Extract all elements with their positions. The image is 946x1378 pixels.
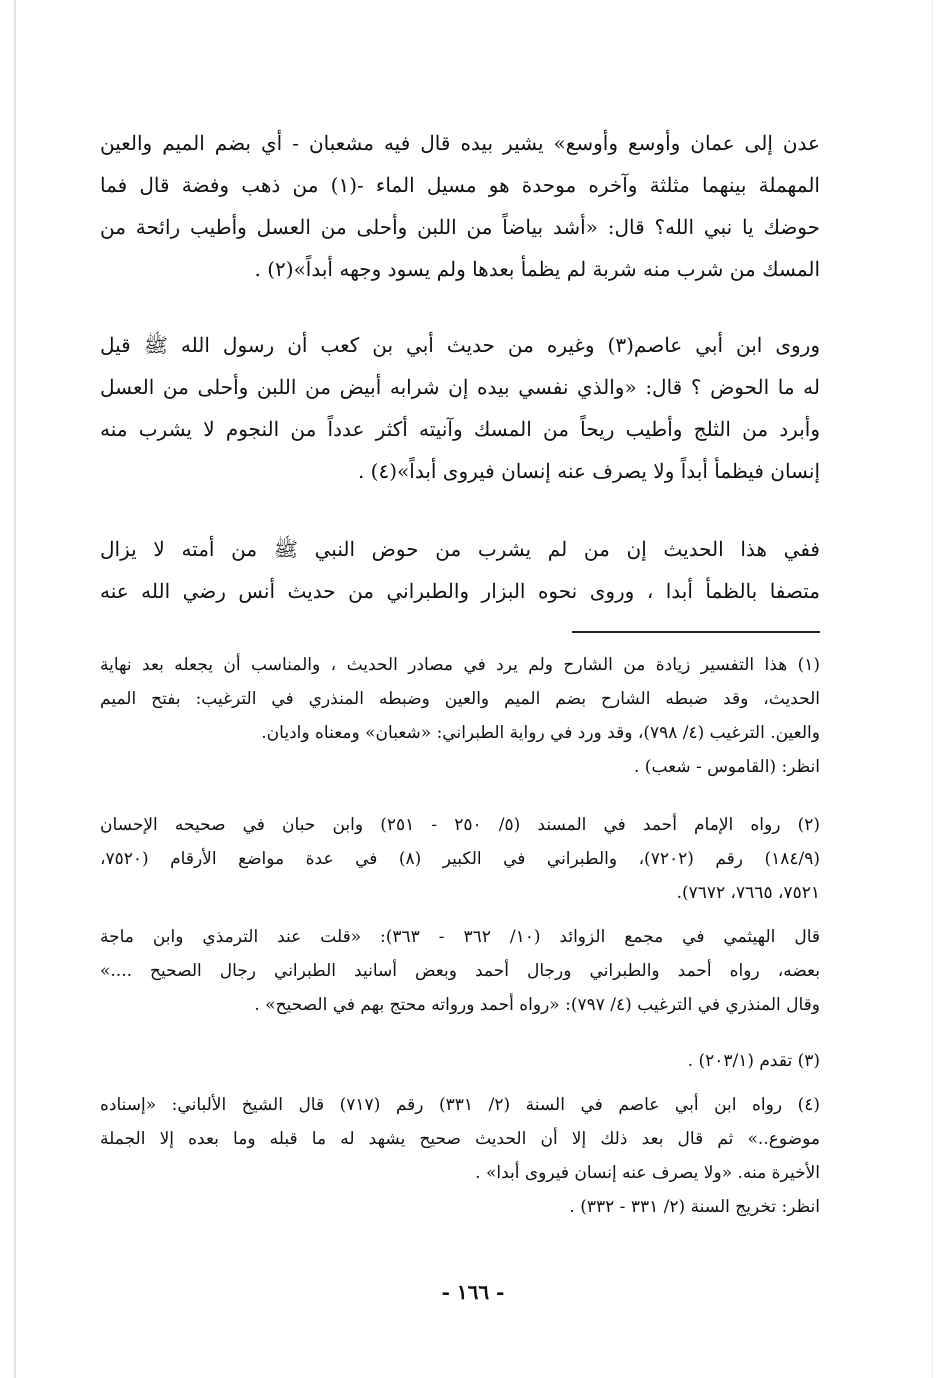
paragraph-2-line: إنسان فيظمأ أبداً ولا يصرف عنه إنسان فيروى أبداً»(٤) . xyxy=(357,459,820,483)
paragraph-2-line: له ما الحوض ؟ قال: «والذي نفسي بيده إن شرابه أبيض من اللبن وأحلى من العسل xyxy=(100,375,820,399)
footnote-2 xyxy=(100,808,820,1022)
footnote-2-line: (٢) رواه الإمام أحمد في المسند (٥/ ٢٥٠ - ٢٥١) وابن حبان في صحيحه الإحسان xyxy=(100,815,820,835)
footnote-2-line: ٧٥٢١، ٧٦٦٥، ٧٦٧٢). xyxy=(676,883,820,903)
footnote-4-line: (٤) رواه ابن أبي عاصم في السنة (٢/ ٣٣١) رقم (٧١٧) قال الشيخ الألباني: «إسناده xyxy=(100,1095,820,1115)
paragraph-1-line: المسك من شرب منه شربة لم يظمأ بعدها ولم يسود وجهه أبداً»(٢) . xyxy=(254,257,820,281)
footnote-4-line: موضوع..» ثم قال بعد ذلك إلا أن الحديث صحيح يشهد له ما قبله وما بعده إلا الجملة xyxy=(100,1129,820,1149)
footnote-separator xyxy=(572,631,820,633)
footnote-3 xyxy=(100,1044,820,1078)
footnote-2-line: بعضه، رواه أحمد والطبراني ورجال أحمد وبعض أسانيد الطبراني رجال الصحيح ....» xyxy=(100,961,820,981)
footnote-1-line: (١) هذا التفسير زيادة من الشارح ولم يرد في مصادر الحديث ، والمناسب أن يجعله بعد نهاية xyxy=(100,655,820,675)
footnote-1-line: الحديث، وقد ضبطه الشارح بضم الميم والعين وضبطه المنذري في الترغيب: بفتح الميم xyxy=(100,689,820,709)
footnote-4 xyxy=(100,1088,820,1224)
footnote-2-line: قال الهيثمي في مجمع الزوائد (١٠/ ٣٦٢ - ٣٦٣): «قلت عند الترمذي وابن ماجة xyxy=(100,927,820,947)
footnote-4-line: الأخيرة منه. «ولا يصرف عنه إنسان فيروى أبدا» . xyxy=(475,1163,820,1183)
footnote-3-line: (٣) تقدم (٢٠٣/١) . xyxy=(687,1051,820,1071)
paragraph-1-line: حوضك يا نبي الله؟ قال: «أشد بياضاً من اللبن وأحلى من العسل وأطيب رائحة من xyxy=(100,215,820,239)
footnote-4-line: انظر: تخريج السنة (٢/ ٣٣١ - ٣٣٢) . xyxy=(569,1197,820,1217)
footnote-2-line: وقال المنذري في الترغيب (٤/ ٧٩٧): «رواه أحمد ورواته محتج بهم في الصحيح» . xyxy=(254,995,820,1015)
paragraph-1 xyxy=(100,122,820,290)
paragraph-2-line: وروى ابن أبي عاصم(٣) وغيره من حديث أبي بن كعب أن رسول الله ﷺ قيل xyxy=(100,333,820,357)
paragraph-1-line: عدن إلى عمان وأوسع وأوسع» يشير بيده قال فيه مشعبان - أي بضم الميم والعين xyxy=(100,131,820,155)
paragraph-1-line: المهملة بينهما مثلثة وآخره موحدة هو مسيل الماء -(١) من ذهب وفضة قال فما xyxy=(100,173,820,197)
footnote-1-line: انظر: (القاموس - شعب) . xyxy=(634,757,820,777)
scan-outer-edge xyxy=(932,0,933,1378)
paragraph-2-line: وأبرد من الثلج وأطيب ريحاً من المسك وآنيته أكثر عدداً من النجوم لا يشرب منه xyxy=(100,417,820,441)
page-number: - ١٦٦ - xyxy=(441,1280,505,1304)
footnote-2-line: (١٨٤/٩) رقم (٧٢٠٢)، والطبراني في الكبير (٨) في عدة مواضع الأرقام (٧٥٢٠، xyxy=(100,849,820,869)
paragraph-3-line: ففي هذا الحديث إن من لم يشرب من حوض النبي ﷺ من أمته لا يزال xyxy=(100,537,820,561)
paragraph-3-line: متصفا بالظمأ أبدا ، وروى نحوه البزار والطبراني من حديث أنس رضي الله عنه xyxy=(100,579,820,603)
paragraph-2 xyxy=(100,324,820,492)
scan-binding-edge xyxy=(14,0,16,1378)
footnote-1-line: والعين. الترغيب (٤/ ٧٩٨)، وقد ورد في رواية الطبراني: «شعبان» ومعناه واديان. xyxy=(261,723,820,743)
footnote-1 xyxy=(100,648,820,784)
paragraph-3 xyxy=(100,528,820,612)
